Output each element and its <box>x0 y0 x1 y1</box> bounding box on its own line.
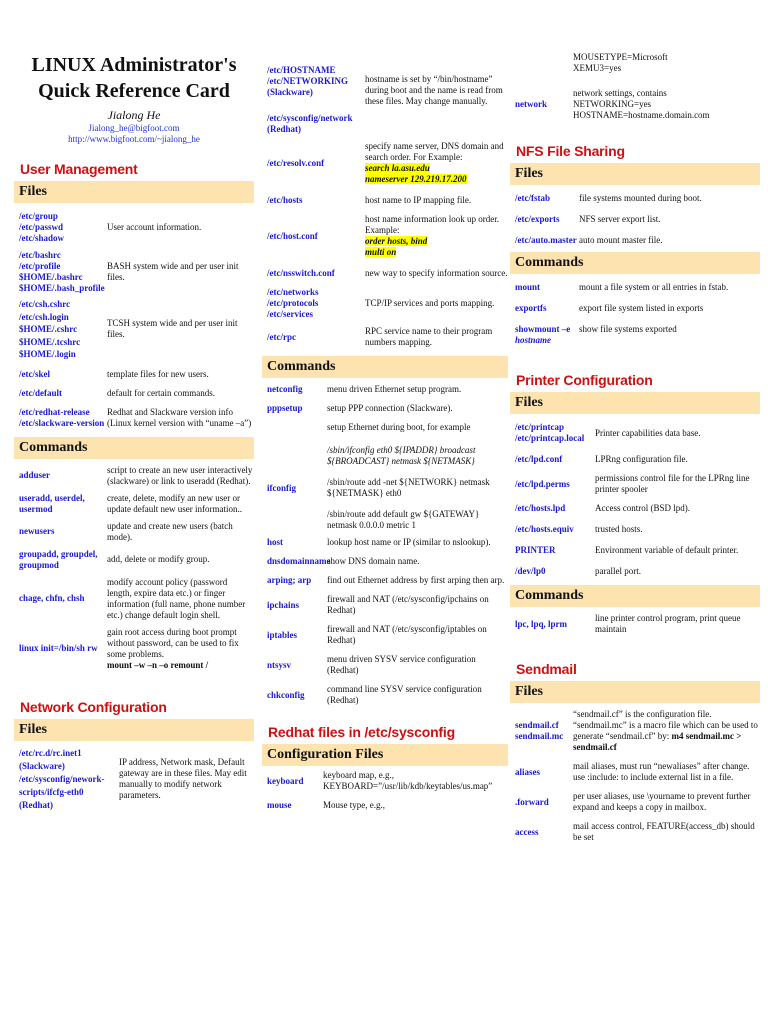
card-title: LINUX Administrator's Quick Reference Card <box>31 54 237 102</box>
list-item: /etc/networks /etc/protocols /etc/services TCP/IP services and ports mapping. <box>267 287 495 319</box>
list-item: /etc/group /etc/passwd /etc/shadow User account information. <box>19 211 202 243</box>
list-item: aliases mail aliases, must run “newaliases” after change. use :include: to include external list in a file. <box>515 761 750 782</box>
list-item: ipchains firewall and NAT (/etc/sysconfig/ipchains on Redhat) <box>267 594 489 615</box>
list-item: lpc, lpq, lprm line printer control program, print queue maintain <box>515 613 741 634</box>
band-files: Files <box>14 719 254 741</box>
section-network-configuration: Network Configuration <box>20 698 167 715</box>
list-item: /etc/host.conf host name information look up order. Example: order hosts, bind multi on <box>267 214 499 257</box>
homepage-link[interactable]: http://www.bigfoot.com/~jialong_he <box>68 134 200 144</box>
list-item: /etc/rc.d/rc.inet1 (Slackware) /etc/sysconfig/nework- scripts/ifcfg-eth0 (Redhat) IP address, Network mask, Default gateway are in these files. May edit manually to modify network parameters. <box>19 747 247 810</box>
list-item: /etc/hosts.equiv trusted hosts. <box>515 524 643 534</box>
list-item: PRINTER Environment variable of default printer. <box>515 545 739 555</box>
list-item: ifconfig /sbin/ifconfig eth0 ${IPADDR} broadcast ${BROADCAST} netmask ${NETMASK} /sbin/route add -net ${NETWORK} netmask ${NETMASK} eth0 /sbin/route add default gw ${GATEWAY} netmask 0.0.0.0 metric 1 <box>267 445 490 530</box>
column-3 <box>510 0 760 847</box>
list-item: mouse Mouse type, e.g., <box>267 800 385 810</box>
section-printer-configuration: Printer Configuration <box>516 372 653 388</box>
email[interactable]: Jialong_he@bigfoot.com <box>88 123 180 133</box>
list-item: /etc/default default for certain commands. <box>19 387 215 398</box>
author: Jialong He <box>107 108 161 122</box>
band-files: Files <box>14 181 254 203</box>
list-item: ntsysv menu driven SYSV service configuration (Redhat) <box>267 654 476 675</box>
list-item: sendmail.cf sendmail.mc “sendmail.cf” is the configuration file. “sendmail.mc” is a macro file which can be used to generate “sendmail.cf” by: m4 sendmail.mc > sendmail.cf <box>515 709 758 752</box>
band-files: Files <box>510 392 760 414</box>
list-item: exportfs export file system listed in exports <box>515 303 704 313</box>
list-item: pppsetup setup PPP connection (Slackware). <box>267 403 453 413</box>
list-item: /etc/exports NFS server export list. <box>515 214 661 224</box>
list-item: access mail access control, FEATURE(access_db) should be set <box>515 821 755 842</box>
band-commands: Commands <box>262 356 508 378</box>
section-redhat-sysconfig: Redhat files in /etc/sysconfig <box>268 724 455 740</box>
list-item: chage, chfn, chsh modify account policy (password length, expire data etc.) or finger information (full name, phone number etc.) change default login shell. <box>19 576 246 620</box>
band-files: Files <box>510 681 760 703</box>
list-item: /etc/redhat-release /etc/slackware-version Redhat and Slackware version info (Linux kernel version with “uname –a”) <box>19 406 252 428</box>
column-2 <box>262 0 508 815</box>
list-item: /etc/rpc RPC service name to their program numbers mapping. <box>267 326 493 347</box>
list-item: /etc/bashrc /etc/profile $HOME/.bashrc $HOME/.bash_profile BASH system wide and per user init files. <box>19 250 239 293</box>
list-item: /etc/csh.cshrc /etc/csh.login $HOME/.cshrc $HOME/.tcshrc $HOME/.login TCSH system wide and per user init files. <box>19 299 238 359</box>
list-item: netconfig menu driven Ethernet setup program. <box>267 384 462 394</box>
list-item: .forward per user aliases, use \yourname to prevent further expand and keeps a copy in mailbox. <box>515 791 751 812</box>
list-item: /etc/printcap /etc/printcap.local Printer capabilities data base. <box>515 422 701 443</box>
list-item: dnsdomainname show DNS domain name. <box>267 556 420 566</box>
list-item: /etc/hosts.lpd Access control (BSD lpd). <box>515 503 690 513</box>
list-item: /dev/lp0 parallel port. <box>515 566 641 576</box>
section-nfs: NFS File Sharing <box>516 143 625 159</box>
list-item: host lookup host name or IP (similar to nslookup). <box>267 537 491 547</box>
list-item: /etc/fstab file systems mounted during boot. <box>515 193 702 203</box>
list-item: /etc/auto.master auto mount master file. <box>515 235 663 245</box>
band-configuration-files: Configuration Files <box>262 744 508 766</box>
list-item: /etc/resolv.conf specify name server, DNS domain and search order. For Example: search la.asu.edu nameserver 129.219.17.200 <box>267 141 504 184</box>
section-user-management: User Management <box>20 161 138 177</box>
list-item: showmount –e hostname show file systems exported <box>515 324 677 345</box>
band-commands: Commands <box>14 437 254 459</box>
band-commands: Commands <box>510 252 760 274</box>
list-item: linux init=/bin/sh rw gain root access during boot prompt without password, can be used to fix some problems. mount –w –n –o remount / <box>19 626 239 670</box>
list-item: /etc/nsswitch.conf new way to specify information source. <box>267 268 508 278</box>
list-item: network network settings, contains NETWORKING=yes HOSTNAME=hostname.domain.com <box>515 88 710 120</box>
list-item: groupadd, groupdel, groupmod add, delete or modify group. <box>19 548 210 570</box>
list-item: useradd, userdel, usermod create, delete, modify an new user or update default new user information.. <box>19 492 242 514</box>
list-item: newusers update and create new users (batch mode). <box>19 520 233 542</box>
list-item: mount mount a file system or all entries in fstab. <box>515 282 729 292</box>
list-item: setup Ethernet during boot, for example <box>327 422 471 432</box>
list-item: /etc/hosts host name to IP mapping file. <box>267 195 472 205</box>
list-item: adduser script to create an new user interactively (slackware) or link to useradd (Redhat). <box>19 464 253 486</box>
list-item: /etc/skel template files for new users. <box>19 368 209 379</box>
list-item: arping; arp find out Ethernet address by first arping then arp. <box>267 575 505 585</box>
band-commands: Commands <box>510 585 760 607</box>
list-item: iptables firewall and NAT (/etc/sysconfig/iptables on Redhat) <box>267 624 487 645</box>
list-item: MOUSETYPE=Microsoft XEMU3=yes <box>573 52 668 73</box>
list-item: chkconfig command line SYSV service configuration (Redhat) <box>267 684 482 705</box>
list-item: keyboard keyboard map, e.g., KEYBOARD=”/usr/lib/kdb/keytables/us.map” <box>267 770 493 791</box>
section-sendmail: Sendmail <box>516 661 577 677</box>
list-item: /etc/HOSTNAME /etc/NETWORKING (Slackware) hostname is set by “/bin/hostname” during boot and the name is read from these files. May change manually. <box>267 65 503 106</box>
list-item: /etc/sysconfig/network (Redhat) <box>267 113 353 134</box>
band-files: Files <box>510 163 760 185</box>
column-1 <box>14 0 254 816</box>
list-item: /etc/lpd.conf LPRng configuration file. <box>515 454 688 464</box>
list-item: /etc/lpd.perms permissions control file for the LPRng line printer spooler <box>515 473 750 494</box>
